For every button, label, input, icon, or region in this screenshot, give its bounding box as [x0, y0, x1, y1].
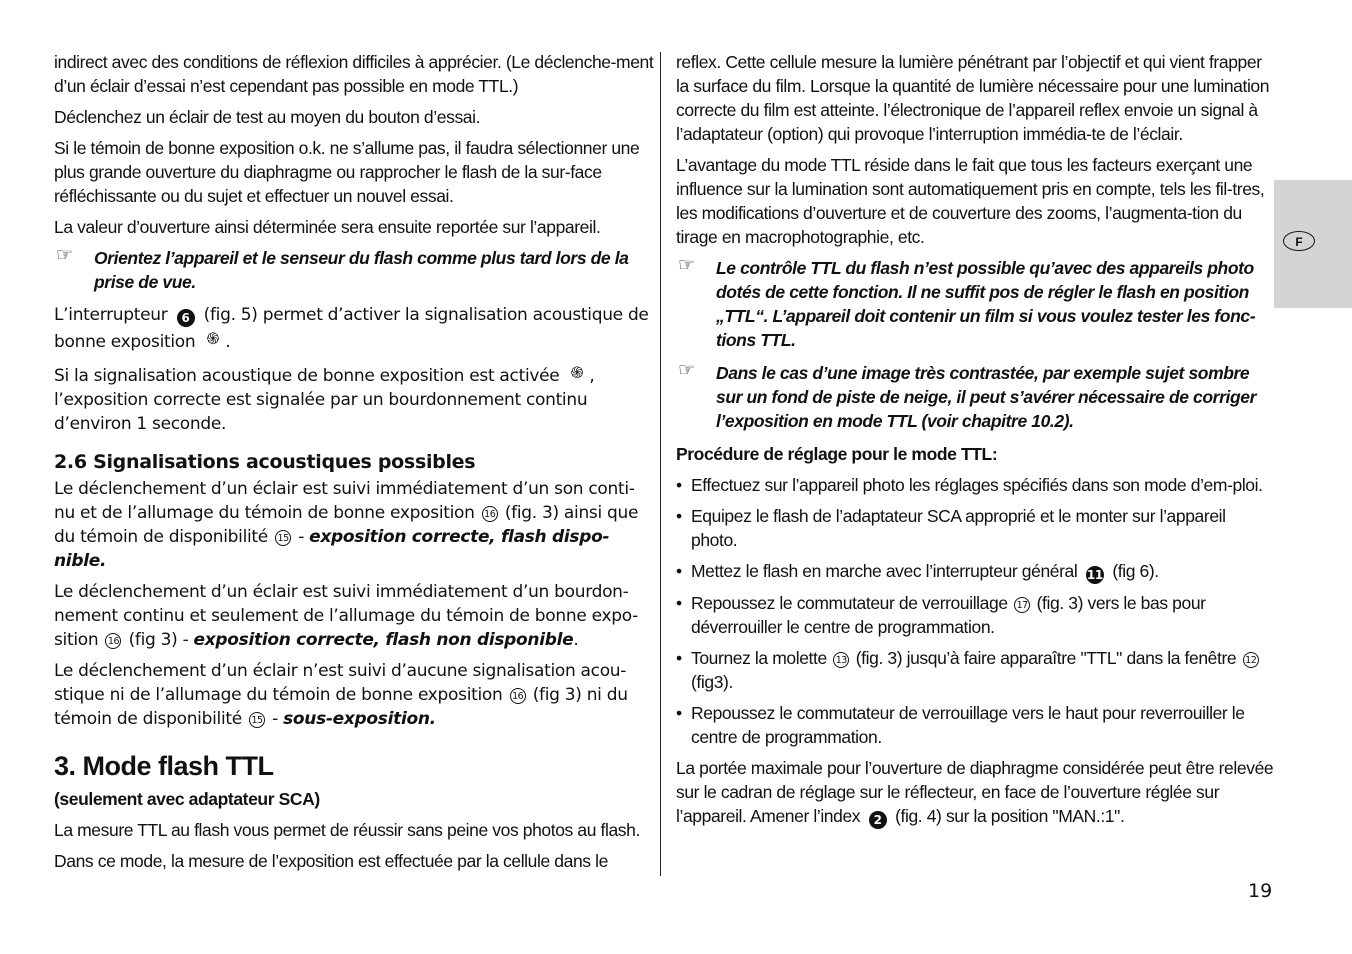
text: (fig. 5) permet d’activer la signalisation acoustique de bonne exposition — [54, 305, 649, 352]
list-item: • Equipez le flash de l’adaptateur SCA approprié et le monter sur l’appareil photo. — [676, 504, 1274, 552]
callout-ring: 16 — [482, 506, 498, 522]
callout-ring: 15 — [275, 530, 291, 546]
text: (fig. 3) ainsi que du témoin de disponibilité — [54, 503, 639, 547]
text: Tournez la molette — [691, 648, 827, 668]
text: (fig. 3) vers le bas pour déverrouiller le centre de programmation. — [691, 593, 1206, 637]
paragraph: L’avantage du mode TTL réside dans le fait que tous les facteurs exerçant une influence sur la lumination sont automatiquement pris en compte, tels les fil-tres, les modifications d’ouverture et de couverture des zooms, l’augmenta-tion du tirage en macrophotographie, etc. — [676, 155, 1265, 247]
paragraph: Déclenchez un éclair de test au moyen du bouton d’essai. — [54, 107, 481, 127]
pointing-hand-icon: ☞ — [56, 245, 73, 266]
list-item — [676, 646, 1274, 694]
language-tab-letter: F — [1283, 231, 1315, 251]
procedure-heading: Procédure de réglage pour le mode TTL: — [676, 444, 998, 464]
text: - — [272, 709, 278, 729]
pointing-hand-icon: ☞ — [678, 255, 695, 276]
paragraph: La valeur d’ouverture ainsi déterminée sera ensuite reportée sur l’appareil. — [54, 217, 601, 237]
note — [54, 246, 654, 294]
emphasis: sous-exposition. — [283, 709, 436, 729]
pointing-hand-icon: ☞ — [678, 360, 695, 381]
text: (fig 6). — [1112, 561, 1159, 581]
paragraph — [676, 756, 1274, 829]
callout-ring: 13 — [833, 652, 849, 668]
note-text: Le contrôle TTL du flash n’est possible qu’avec des appareils photo dotés de cette fonction. Il ne suffit pos de régler le flash en position „TTL“. L’appareil doit contenir un film si vous voulez tester les fonc-tions TTL. — [716, 258, 1256, 350]
sound-signal-icon: ֍ — [206, 329, 220, 348]
note — [676, 361, 1274, 433]
left-column — [54, 50, 654, 880]
text: Repoussez le commutateur de verrouillage — [691, 593, 1008, 613]
text: (fig. 4) sur la position "MAN.:1". — [895, 806, 1125, 826]
text: Le déclenchement d’un éclair est suivi immédiatement d’un son conti-nu et de l’allumage du témoin de bonne exposition — [54, 479, 635, 523]
language-tab — [1274, 180, 1352, 308]
callout-badge: 2 — [869, 811, 887, 829]
text: , l’exposition correcte est signalée par un bourdonnement continu d’environ 1 seconde. — [54, 366, 595, 434]
paragraph — [54, 477, 654, 573]
text: (fig 3) ni du témoin de disponibilité — [54, 685, 628, 729]
page-number: 19 — [1248, 880, 1273, 902]
text: (fig3). — [691, 672, 733, 692]
text: (fig. 3) jusqu’à faire apparaître "TTL" dans la fenêtre — [855, 648, 1237, 668]
list-item — [676, 559, 1274, 584]
note — [676, 256, 1274, 352]
subheading: (seulement avec adaptateur SCA) — [54, 789, 320, 809]
text: (fig 3) - — [128, 630, 189, 650]
list-item: • Repoussez le commutateur de verrouillage vers le haut pour reverrouiller le centre de programmation. — [676, 701, 1274, 749]
column-divider — [660, 52, 661, 876]
callout-badge: 6 — [177, 309, 195, 327]
procedure-list — [676, 473, 1274, 749]
text: Mettez le flash en marche avec l’interrupteur général — [691, 561, 1078, 581]
text: L’interrupteur — [54, 305, 168, 325]
paragraph: Dans ce mode, la mesure de l’exposition est effectuée par la cellule dans le — [54, 851, 608, 871]
paragraph: indirect avec des conditions de réflexion difficiles à apprécier. (Le déclenche-ment d’un éclair d’essai n’est cependant pas possible en mode TTL.) — [54, 52, 654, 96]
paragraph: Si le témoin de bonne exposition o.k. ne s’allume pas, il faudra sélectionner une plus grande ouverture du diaphragme ou rapprocher le flash de la sur-face réfléchissante ou du sujet et effectuer un nouvel essai. — [54, 138, 640, 206]
chapter-heading: 3. Mode flash TTL — [54, 751, 274, 781]
callout-ring: 16 — [105, 633, 121, 649]
right-column — [676, 50, 1274, 836]
section-heading: 2.6 Signalisations acoustiques possibles — [54, 451, 476, 473]
callout-badge: 11 — [1086, 568, 1103, 582]
callout-ring: 12 — [1243, 652, 1259, 668]
note-text: Orientez l’appareil et le senseur du flash comme plus tard lors de la prise de vue. — [94, 248, 629, 292]
paragraph — [54, 580, 654, 652]
emphasis: exposition correcte, flash dispo-nible. — [54, 527, 610, 571]
paragraph — [54, 659, 654, 731]
list-item — [676, 591, 1274, 639]
list-item: • Effectuez sur l’appareil photo les réglages spécifiés dans son mode d’em-ploi. — [676, 473, 1274, 497]
sound-signal-icon: ֍ — [570, 363, 584, 382]
text: La portée maximale pour l’ouverture de diaphragme considérée peut être relevée sur le cadran de réglage sur le réflecteur, en face de l’ouverture réglée sur l’appareil. Amener l’index — [676, 758, 1274, 826]
text: Le déclenchement d’un éclair n’est suivi d’aucune signalisation acou-stique ni de l’allumage du témoin de bonne exposition — [54, 661, 627, 705]
paragraph — [54, 303, 654, 354]
paragraph: reflex. Cette cellule mesure la lumière pénétrant par l’objectif et qui vient frapper la surface du film. Lorsque la quantité de lumière nécessaire pour une lumination correcte du film est atteinte. l’électronique de l’appareil reflex envoie un signal à l’adaptateur (option) qui provoque l’interruption immédia-te de l’éclair. — [676, 52, 1270, 144]
paragraph — [54, 361, 654, 436]
paragraph: La mesure TTL au flash vous permet de réussir sans peine vos photos au flash. — [54, 820, 640, 840]
text: Si la signalisation acoustique de bonne exposition est activée — [54, 366, 560, 386]
text: Le déclenchement d’un éclair est suivi immédiatement d’un bourdon-nement continu et seulement de l’allumage du témoin de bonne expo-sition — [54, 582, 638, 650]
text: . — [225, 332, 231, 352]
emphasis: exposition correcte, flash non disponible — [193, 630, 574, 650]
callout-ring: 17 — [1014, 597, 1030, 613]
text: . — [573, 630, 579, 650]
text: - — [298, 527, 305, 547]
callout-ring: 15 — [249, 712, 265, 728]
note-text: Dans le cas d’une image très contrastée, par exemple sujet sombre sur un fond de piste de neige, il peut s’avérer nécessaire de corriger l’exposition en mode TTL (voir chapitre 10.2). — [716, 363, 1256, 431]
callout-ring: 16 — [510, 688, 526, 704]
